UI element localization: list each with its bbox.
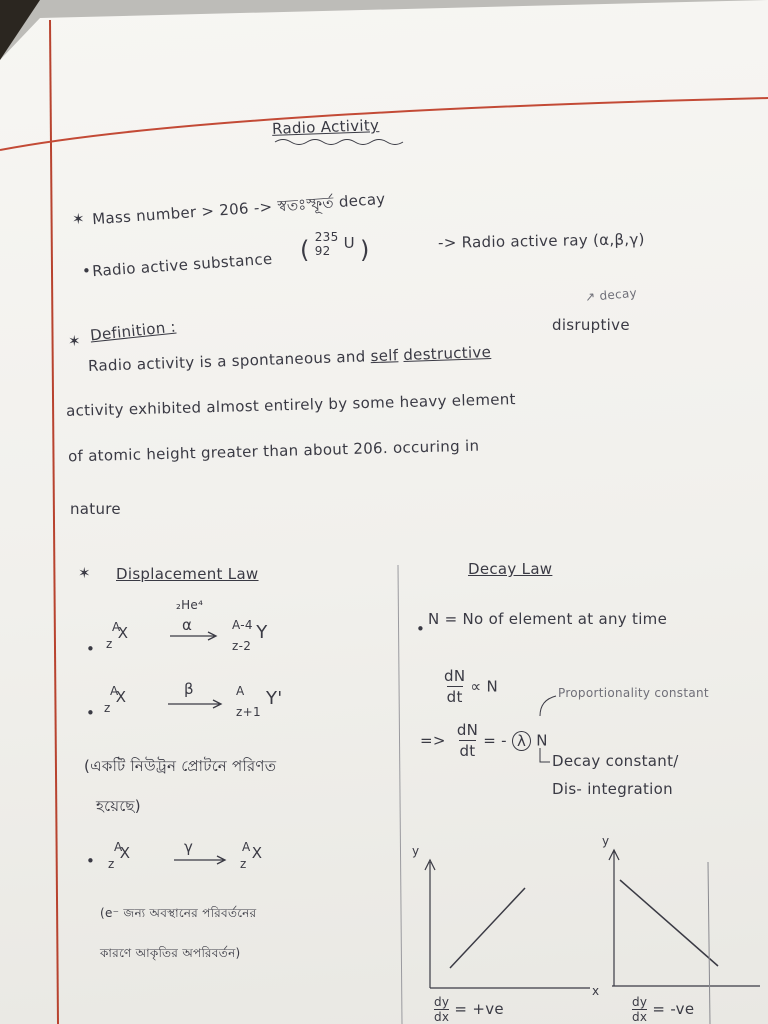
proportionality-relation: $\frac{dN}{dt} \propto N$ [444,667,499,706]
bullet-star-1: ✶ [72,210,85,228]
n-definition: N = No of element at any time [428,610,668,628]
bullet-dot-alpha: • [86,640,96,658]
alpha-left-nuclide: A z X [106,620,129,651]
proportionality-label: Proportionality constant [558,686,709,700]
displacement-heading: Displacement Law [116,565,259,583]
curved-arrow-icon: ↗ [584,289,597,305]
alpha-emitted-particle: ₂He⁴ [176,598,204,612]
neutron-note-line-1: (একটি নিউট্রন প্রোটনে পরিণত [84,757,277,775]
uranium-isotope: ( 235 92 U ) [300,229,370,264]
disruptive-annotation: disruptive [552,316,630,334]
beta-left-nuclide: A z X [104,684,127,715]
beta-right-nuclide: A z+1 Y' [236,684,283,719]
neutron-note-line-2: হয়েছে) [96,797,141,815]
page-title: Radio Activity [271,116,380,138]
decay-constant-note-2: Dis- integration [552,780,673,798]
bullet-dot-beta: • [86,704,96,722]
electron-note-line-2: কারণে আকৃতির অপরিবর্তন) [100,946,241,960]
graph2-x-axis-label: x [592,984,600,998]
alpha-label: α [182,616,193,634]
bullet-dot-1: • [82,262,92,280]
definition-label: Definition : [89,317,177,345]
decay-constant-note-1: Decay constant/ [552,752,679,770]
decay-heading: Decay Law [468,560,553,578]
gamma-label: γ [184,838,194,856]
definition-line-1: Radio activity is a spontaneous and self destructive [87,342,492,376]
decay-annotation: ↗ decay [584,285,638,305]
definition-line-3: of atomic height greater than about 206. occuring in [67,436,480,466]
substance-label: Radio active substance [91,249,274,281]
decay-equation: => $\frac{dN}{dt}$ = - λ N [420,721,548,760]
graph2-y-axis-label: y [602,834,610,848]
electron-note-line-1: (e⁻ জন্য অবস্থানের পরিবর্তনের [100,906,257,920]
definition-line-4: nature [70,500,121,518]
beta-label: β [184,680,194,698]
mass-number-line: Mass number > 206 -> স্বতঃস্ফূর্ত decay [91,189,386,229]
graph1-slope: $\frac{dy}{dx} = +ve$ [434,995,504,1024]
bullet-dot-gamma: • [86,852,96,870]
gamma-right-nuclide: A z X [240,840,263,871]
graph2-slope: $\frac{dy}{dx} = -ve$ [632,995,695,1024]
definition-line-2: activity exhibited almost entirely by some heavy element [65,390,516,420]
graph1-y-axis-label: y [412,844,420,858]
alpha-right-nuclide: A-4 z-2 Y [232,618,268,653]
bullet-dot-decay: • [416,620,426,638]
gamma-left-nuclide: A z X [108,840,131,871]
radio-ray-line: -> Radio active ray (α,β,γ) [437,230,645,252]
bullet-star-2: ✶ [68,332,81,350]
bullet-star-3: ✶ [78,564,91,582]
